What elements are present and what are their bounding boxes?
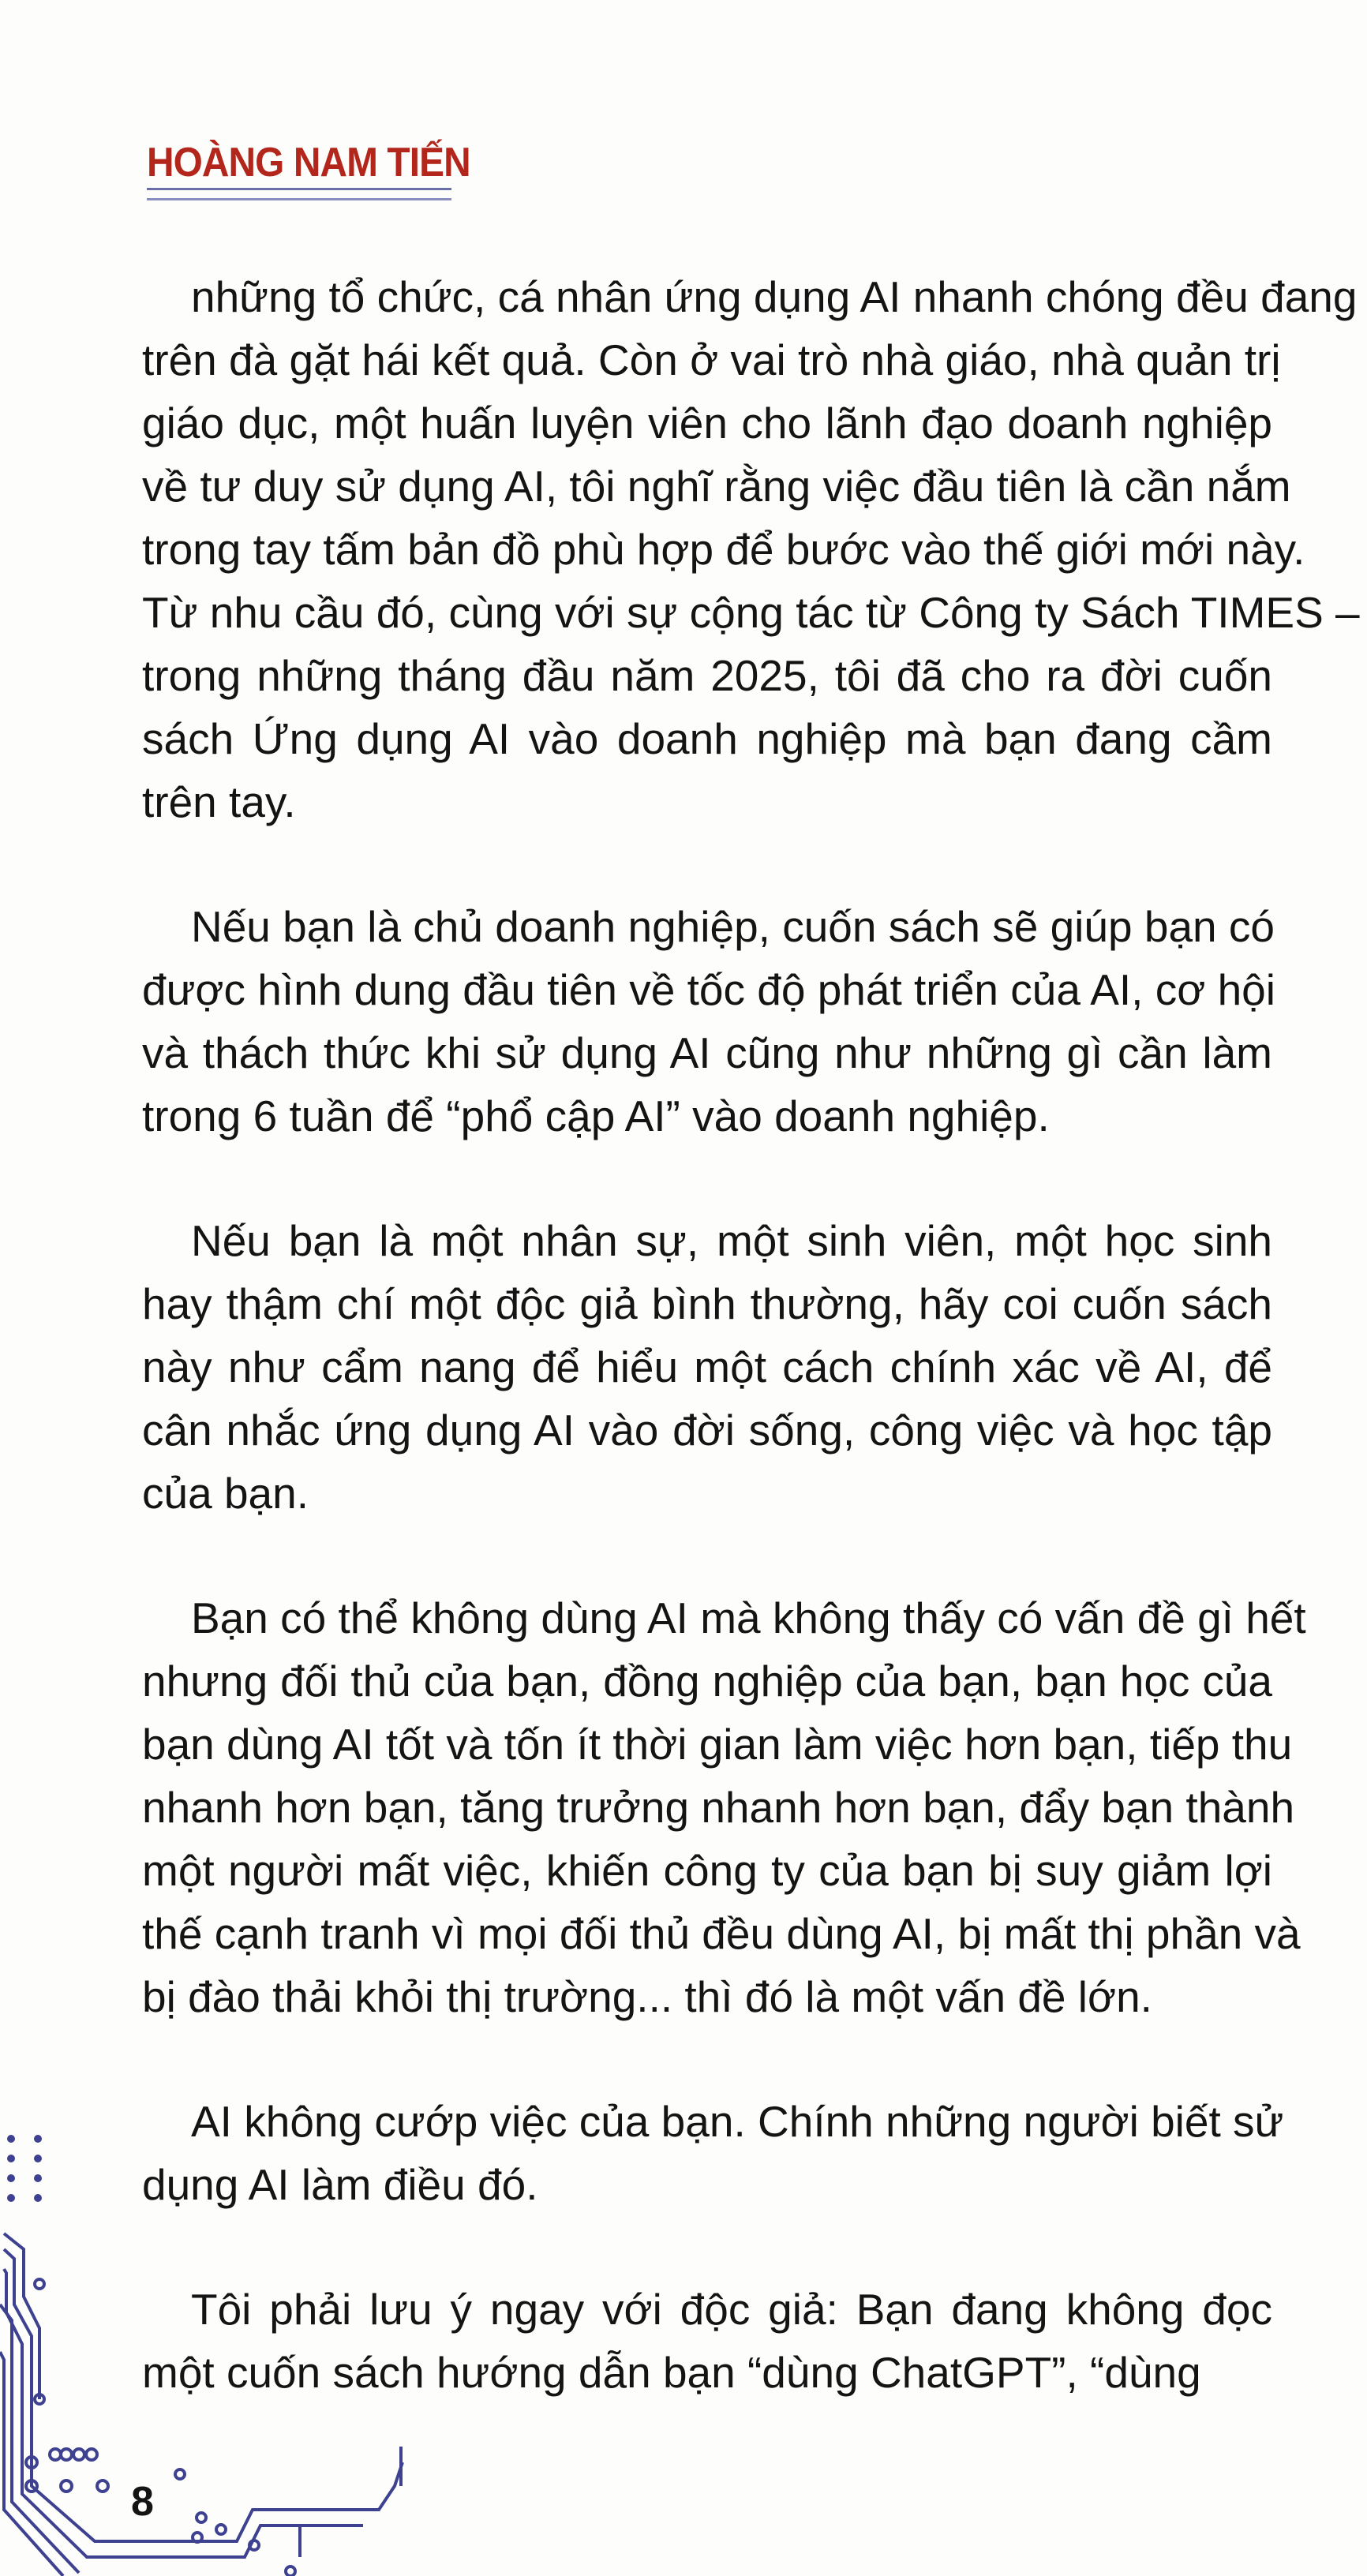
text-line: được hình dung đầu tiên về tốc độ phát triển của AI, cơ hội [142,965,1275,1014]
text-line: hay thậm chí một độc giả bình thường, hãy coi cuốn sách [142,1279,1272,1328]
text-line: nhưng đối thủ của bạn, đồng nghiệp của bạn, bạn học của [142,1657,1272,1705]
paragraph [142,1209,1272,1525]
text-line: trong tay tấm bản đồ phù hợp để bước vào thế giới mới này. [142,525,1305,574]
text-line: Nếu bạn là một nhân sự, một sinh viên, một học sinh [191,1216,1272,1265]
dot-grid [7,2135,42,2202]
text-line: nhanh hơn bạn, tăng trưởng nhanh hơn bạn, đẩy bạn thành [142,1783,1295,1832]
text-line: Từ nhu cầu đó, cùng với sự cộng tác từ Công ty Sách TIMES – [142,588,1360,637]
text-line: một người mất việc, khiến công ty của bạn bị suy giảm lợi [142,1846,1272,1895]
text-line: AI không cướp việc của bạn. Chính những người biết sử [191,2097,1284,2146]
page-number: 8 [131,2479,154,2525]
text-line: bạn dùng AI tốt và tốn ít thời gian làm việc hơn bạn, tiếp thu [142,1720,1293,1769]
text-line: trong 6 tuần để “phổ cập AI” vào doanh nghiệp. [142,1091,1050,1140]
text-line: trong những tháng đầu năm 2025, tôi đã cho ra đời cuốn [142,651,1272,700]
text-line: sách Ứng dụng AI vào doanh nghiệp mà bạn đang cầm [142,714,1272,763]
text-line: Bạn có thể không dùng AI mà không thấy có vấn đề gì hết [191,1593,1306,1642]
text-line: bị đào thải khỏi thị trường... thì đó là một vấn đề lớn. [142,1972,1152,2021]
text-line: một cuốn sách hướng dẫn bạn “dùng ChatGPT”, “dùng [142,2348,1201,2397]
header-underline [147,188,451,200]
text-line: giáo dục, một huấn luyện viên cho lãnh đạo doanh nghiệp [142,399,1272,447]
circuit-decoration [0,2115,552,2576]
text-line: thế cạnh tranh vì mọi đối thủ đều dùng AI, bị mất thị phần và [142,1909,1301,1958]
text-line: về tư duy sử dụng AI, tôi nghĩ rằng việc đầu tiên là cần nắm [142,462,1291,511]
text-line: của bạn. [142,1469,309,1518]
text-line: và thách thức khi sử dụng AI cũng như những gì cần làm [142,1028,1272,1077]
text-line: trên tay. [142,777,296,826]
text-line: Nếu bạn là chủ doanh nghiệp, cuốn sách sẽ giúp bạn có [191,902,1275,951]
text-line: Tôi phải lưu ý ngay với độc giả: Bạn đang không đọc [191,2285,1272,2334]
text-line: những tổ chức, cá nhân ứng dụng AI nhanh chóng đều đang [191,272,1358,321]
paragraph [142,1586,1306,2028]
paragraph [142,265,1360,833]
paragraph [142,895,1275,1148]
text-line: này như cẩm nang để hiểu một cách chính xác về AI, để [142,1342,1272,1391]
text-line: trên đà gặt hái kết quả. Còn ở vai trò nhà giáo, nhà quản trị [142,335,1281,384]
text-line: cân nhắc ứng dụng AI vào đời sống, công việc và học tập [142,1406,1272,1455]
text-line: dụng AI làm điều đó. [142,2160,538,2209]
circuit-nodes [26,2279,295,2576]
running-header-author: HOÀNG NAM TIẾN [147,140,470,185]
